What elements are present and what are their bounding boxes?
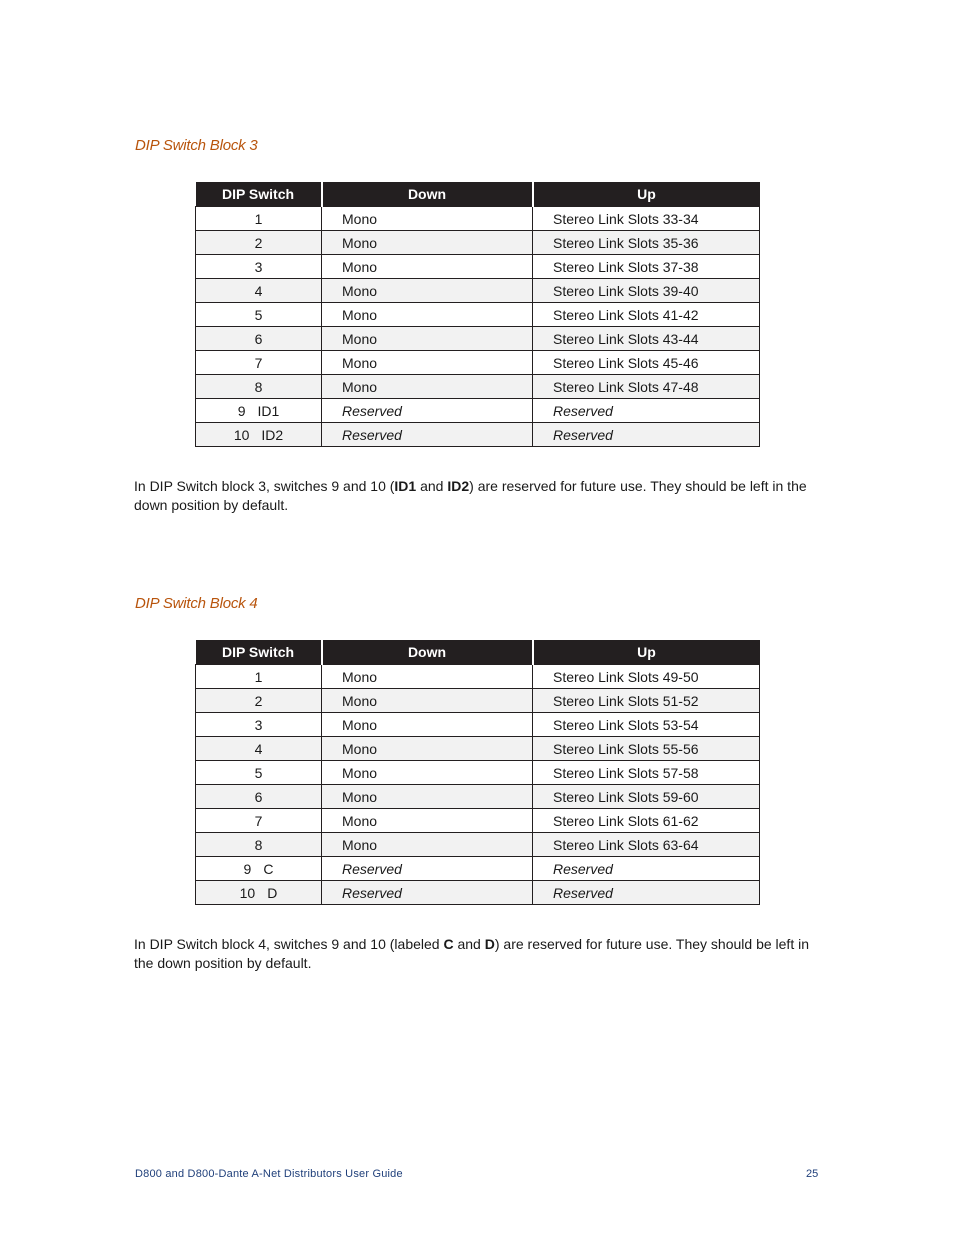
cell-dip-switch [196, 231, 322, 255]
table-header-row [196, 182, 760, 207]
dip-table-block3 [195, 182, 760, 447]
table-row [196, 785, 760, 809]
cell-up: Stereo Link Slots 55-56 [533, 737, 760, 761]
header-up: Up [533, 640, 760, 665]
cell-down: Mono [322, 665, 533, 689]
cell-up: Stereo Link Slots 45-46 [533, 351, 760, 375]
table-row [196, 327, 760, 351]
table-row [196, 761, 760, 785]
cell-dip-switch [196, 399, 322, 423]
switch-label: ID2 [261, 426, 284, 443]
header-down: Down [322, 182, 533, 207]
table-row [196, 809, 760, 833]
cell-up: Stereo Link Slots 33-34 [533, 207, 760, 231]
table-row [196, 857, 760, 881]
switch-number: 2 [254, 692, 263, 709]
switch-number: 5 [254, 306, 263, 323]
cell-down: Mono [322, 785, 533, 809]
table-row [196, 351, 760, 375]
table-row [196, 665, 760, 689]
note-bold-d: D [484, 936, 495, 952]
cell-dip-switch [196, 351, 322, 375]
note-bold-id1: ID1 [394, 478, 417, 494]
table-row [196, 255, 760, 279]
cell-down: Reserved [322, 423, 533, 447]
table-body [196, 665, 760, 905]
cell-down: Mono [322, 375, 533, 399]
cell-up: Reserved [533, 857, 760, 881]
switch-number: 5 [254, 764, 263, 781]
cell-down: Mono [322, 207, 533, 231]
switch-number: 1 [254, 210, 263, 227]
cell-down: Mono [322, 809, 533, 833]
cell-down: Mono [322, 351, 533, 375]
header-dip-switch: DIP Switch [196, 640, 322, 665]
cell-down: Mono [322, 713, 533, 737]
cell-down: Mono [322, 303, 533, 327]
cell-down: Mono [322, 231, 533, 255]
header-down: Down [322, 640, 533, 665]
cell-dip-switch [196, 785, 322, 809]
section-title-block4: DIP Switch Block 4 [135, 595, 258, 612]
header-up: Up [533, 182, 760, 207]
switch-number: 9 [243, 860, 252, 877]
note-text: and [453, 936, 485, 952]
cell-dip-switch [196, 279, 322, 303]
cell-up: Stereo Link Slots 59-60 [533, 785, 760, 809]
cell-down: Mono [322, 279, 533, 303]
cell-up: Stereo Link Slots 47-48 [533, 375, 760, 399]
table-row [196, 833, 760, 857]
cell-dip-switch [196, 255, 322, 279]
cell-down: Reserved [322, 881, 533, 905]
switch-label: ID1 [257, 402, 280, 419]
switch-number: 2 [254, 234, 263, 251]
table-row [196, 399, 760, 423]
cell-dip-switch [196, 833, 322, 857]
switch-number: 3 [254, 258, 263, 275]
table-row [196, 689, 760, 713]
switch-number: 7 [254, 354, 263, 371]
cell-up: Stereo Link Slots 63-64 [533, 833, 760, 857]
note-text: In DIP Switch block 4, switches 9 and 10 (labeled [134, 936, 444, 952]
cell-dip-switch [196, 857, 322, 881]
cell-down: Reserved [322, 857, 533, 881]
cell-up: Stereo Link Slots 51-52 [533, 689, 760, 713]
cell-up: Stereo Link Slots 37-38 [533, 255, 760, 279]
page-number: 25 [806, 1168, 819, 1180]
table-row [196, 279, 760, 303]
footer-title: D800 and D800-Dante A-Net Distributors User Guide [135, 1168, 403, 1180]
switch-label: C [263, 860, 274, 877]
switch-number: 10 [233, 426, 250, 443]
switch-number: 4 [254, 740, 263, 757]
header-dip-switch: DIP Switch [196, 182, 322, 207]
cell-up: Reserved [533, 881, 760, 905]
dip-table-block4 [195, 640, 760, 905]
table-header-row [196, 640, 760, 665]
cell-down: Mono [322, 761, 533, 785]
cell-up: Stereo Link Slots 57-58 [533, 761, 760, 785]
cell-dip-switch [196, 809, 322, 833]
note-block3 [134, 477, 824, 515]
note-block4 [134, 935, 824, 973]
cell-dip-switch [196, 737, 322, 761]
cell-down: Mono [322, 255, 533, 279]
table-row [196, 737, 760, 761]
cell-dip-switch [196, 207, 322, 231]
table-row [196, 303, 760, 327]
switch-number: 8 [254, 836, 263, 853]
cell-dip-switch [196, 327, 322, 351]
cell-dip-switch [196, 375, 322, 399]
switch-number: 6 [254, 788, 263, 805]
cell-dip-switch [196, 713, 322, 737]
cell-up: Stereo Link Slots 53-54 [533, 713, 760, 737]
note-bold-id2: ID2 [447, 478, 470, 494]
cell-dip-switch [196, 881, 322, 905]
switch-number: 6 [254, 330, 263, 347]
table-row [196, 207, 760, 231]
cell-up: Stereo Link Slots 49-50 [533, 665, 760, 689]
note-text: ) are reserved for future use. They should be left in the down position by default. [134, 478, 807, 513]
table-row [196, 231, 760, 255]
cell-dip-switch [196, 665, 322, 689]
note-text: ) are reserved for future use. They should be left in the down position by default. [134, 936, 809, 971]
table-body [196, 207, 760, 447]
cell-up: Reserved [533, 399, 760, 423]
note-bold-c: C [443, 936, 454, 952]
table-row [196, 375, 760, 399]
note-text: In DIP Switch block 3, switches 9 and 10 ( [134, 478, 395, 494]
cell-dip-switch [196, 689, 322, 713]
cell-up: Stereo Link Slots 61-62 [533, 809, 760, 833]
note-text: and [416, 478, 448, 494]
cell-up: Stereo Link Slots 41-42 [533, 303, 760, 327]
switch-number: 4 [254, 282, 263, 299]
switch-label: D [267, 884, 278, 901]
cell-dip-switch [196, 761, 322, 785]
switch-number: 9 [237, 402, 246, 419]
cell-up: Stereo Link Slots 39-40 [533, 279, 760, 303]
cell-up: Reserved [533, 423, 760, 447]
cell-up: Stereo Link Slots 35-36 [533, 231, 760, 255]
cell-down: Mono [322, 737, 533, 761]
cell-down: Reserved [322, 399, 533, 423]
cell-down: Mono [322, 833, 533, 857]
switch-number: 1 [254, 668, 263, 685]
switch-number: 8 [254, 378, 263, 395]
cell-down: Mono [322, 689, 533, 713]
table-row [196, 423, 760, 447]
cell-dip-switch [196, 303, 322, 327]
table-row [196, 713, 760, 737]
cell-up: Stereo Link Slots 43-44 [533, 327, 760, 351]
switch-number: 7 [254, 812, 263, 829]
switch-number: 3 [254, 716, 263, 733]
cell-dip-switch [196, 423, 322, 447]
cell-down: Mono [322, 327, 533, 351]
section-title-block3: DIP Switch Block 3 [135, 137, 258, 154]
switch-number: 10 [239, 884, 256, 901]
table-row [196, 881, 760, 905]
